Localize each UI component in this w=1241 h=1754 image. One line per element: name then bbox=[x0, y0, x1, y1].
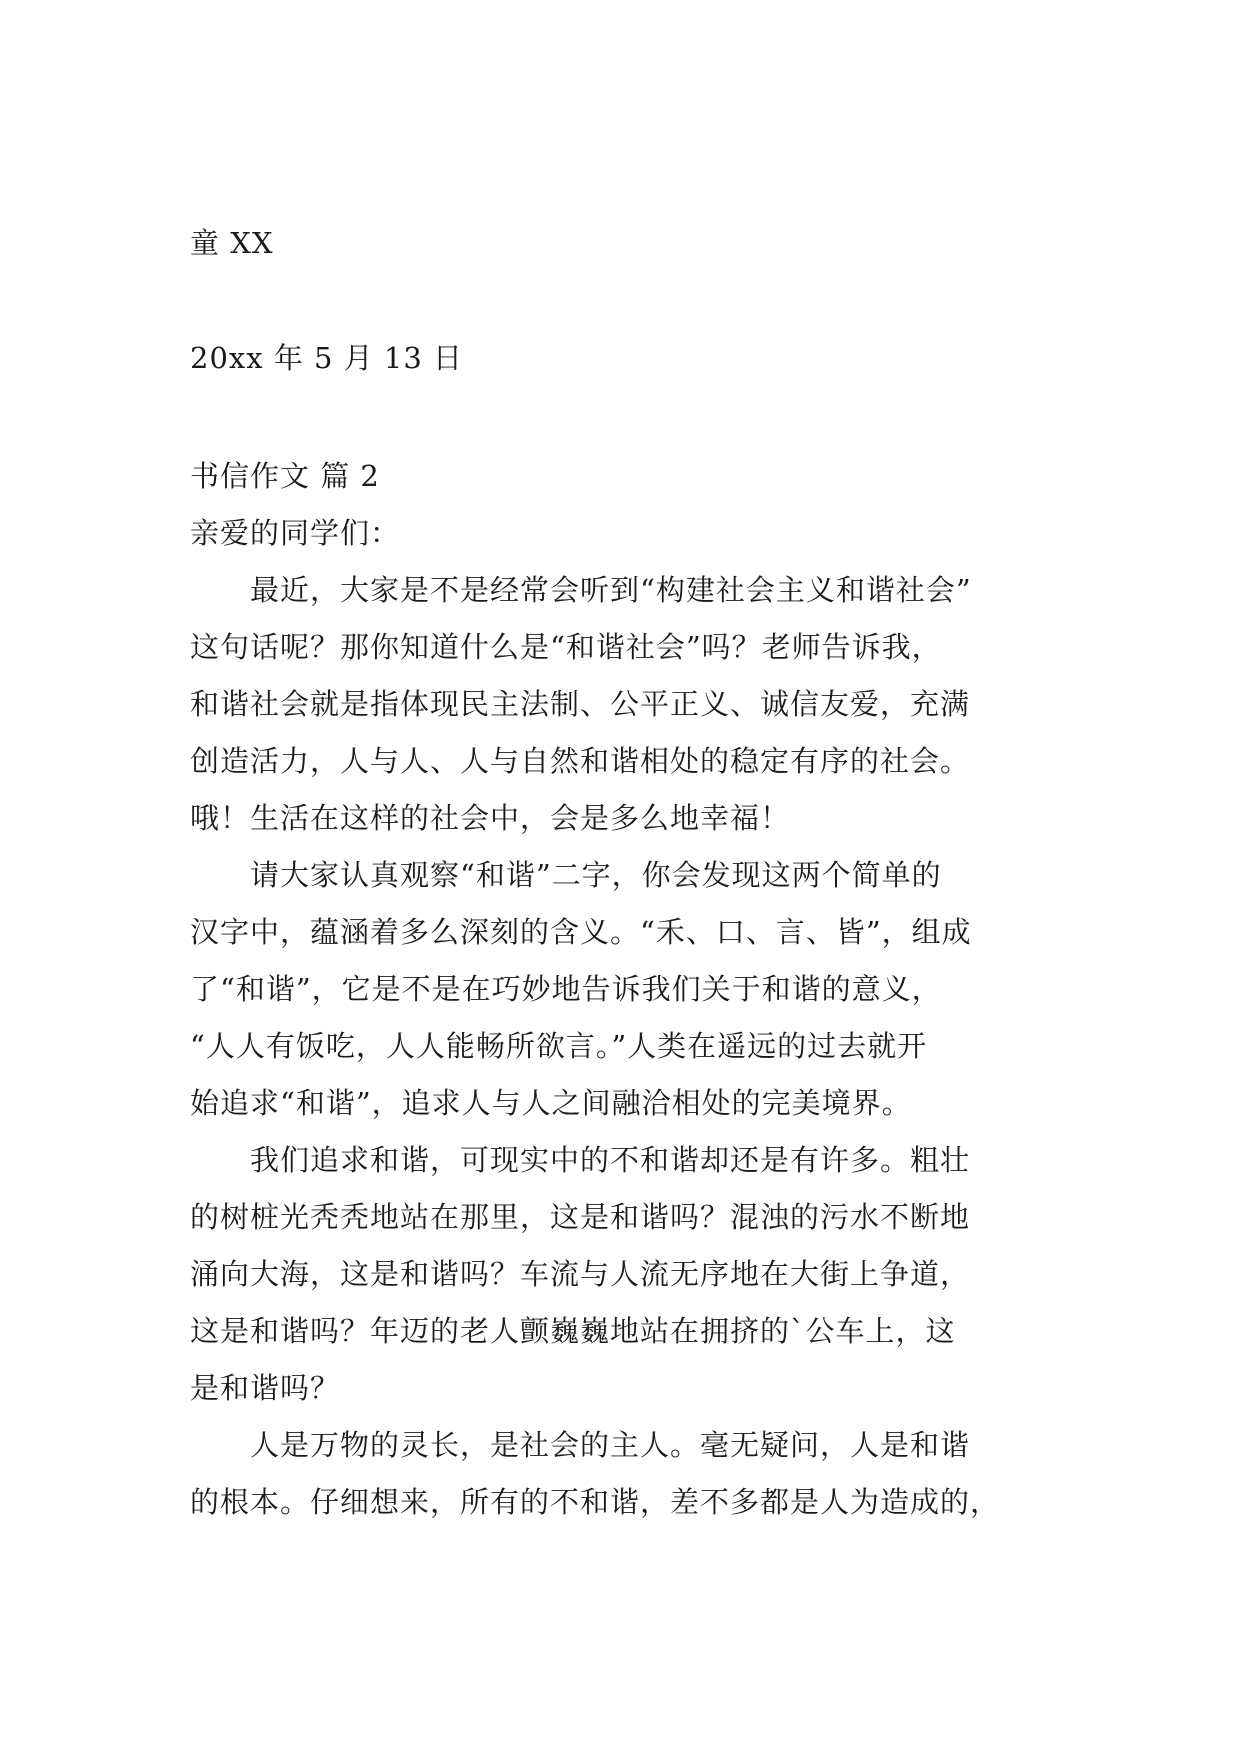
paragraph-3-line-4: 这是和谐吗？年迈的老人颤巍巍地站在拥挤的`公车上，这 bbox=[190, 1314, 956, 1348]
paragraph-3-line-3: 涌向大海，这是和谐吗？车流与人流无序地在大街上争道， bbox=[190, 1257, 971, 1291]
signature-date: 20xx 年 5 月 13 日 bbox=[190, 341, 464, 375]
paragraph-1-line-5: 哦！生活在这样的社会中，会是多么地幸福！ bbox=[190, 801, 791, 835]
paragraph-1-line-4: 创造活力，人与人、人与自然和谐相处的稳定有序的社会。 bbox=[190, 744, 971, 778]
paragraph-2-line-4: “人人有饭吃，人人能畅所欲言。”人类在遥远的过去就开 bbox=[190, 1029, 928, 1063]
paragraph-4-line-1: 人是万物的灵长，是社会的主人。毫无疑问，人是和谐 bbox=[250, 1428, 971, 1462]
paragraph-1-line-1: 最近，大家是不是经常会听到“构建社会主义和谐社会” bbox=[250, 573, 972, 607]
paragraph-4-line-2: 的根本。仔细想来，所有的不和谐，差不多都是人为造成的， bbox=[190, 1485, 1001, 1519]
paragraph-2-line-3: 了“和谐”，它是不是在巧妙地告诉我们关于和谐的意义， bbox=[190, 972, 942, 1006]
paragraph-3-line-5: 是和谐吗？ bbox=[190, 1371, 341, 1405]
paragraph-1-line-3: 和谐社会就是指体现民主法制、公平正义、诚信友爱，充满 bbox=[190, 687, 971, 721]
section-heading: 书信作文 篇 2 bbox=[190, 459, 380, 493]
paragraph-1-line-2: 这句话呢？那你知道什么是“和谐社会”吗？老师告诉我， bbox=[190, 630, 942, 664]
signature-name: 童 XX bbox=[190, 226, 274, 260]
paragraph-2-line-2: 汉字中，蕴涵着多么深刻的含义。“禾、口、言、皆”，组成 bbox=[190, 915, 972, 949]
paragraph-3-line-1: 我们追求和谐，可现实中的不和谐却还是有许多。粗壮 bbox=[250, 1143, 971, 1177]
paragraph-2-line-1: 请大家认真观察“和谐”二字，你会发现这两个简单的 bbox=[250, 858, 942, 892]
paragraph-2-line-5: 始追求“和谐”，追求人与人之间融洽相处的完美境界。 bbox=[190, 1086, 912, 1120]
paragraph-3-line-2: 的树桩光秃秃地站在那里，这是和谐吗？混浊的污水不断地 bbox=[190, 1200, 971, 1234]
salutation: 亲爱的同学们： bbox=[190, 516, 401, 550]
